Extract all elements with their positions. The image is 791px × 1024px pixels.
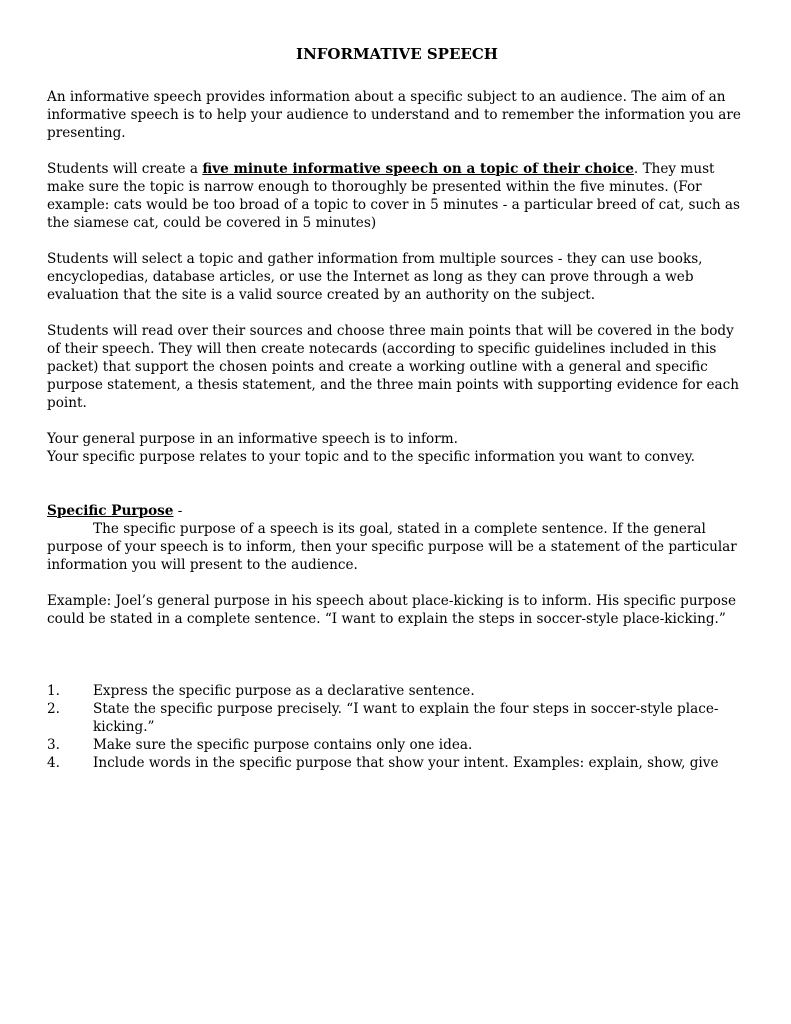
specific-purpose-line: Your specific purpose relates to your topic and to the specific information you want to convey. bbox=[47, 449, 695, 465]
list-item-number: 3. bbox=[47, 737, 60, 753]
list-item-number: 1. bbox=[47, 683, 60, 699]
list-item bbox=[47, 700, 747, 736]
definition-paragraph bbox=[47, 520, 747, 574]
page-title: INFORMATIVE SPEECH bbox=[296, 45, 498, 63]
definition-text: The specific purpose of a speech is its goal, stated in a complete sentence. If the general purpose of your speech is to inform, then your specific purpose will be a statement of the particular information you will present to the audience. bbox=[47, 521, 737, 573]
list-item bbox=[47, 682, 747, 700]
guidelines-list bbox=[47, 682, 747, 772]
list-item-text: Make sure the specific purpose contains only one idea. bbox=[93, 737, 473, 753]
specific-purpose-heading bbox=[47, 502, 747, 520]
list-item-text: Include words in the specific purpose that show your intent. Examples: explain, show, give bbox=[93, 755, 719, 771]
list-item-number: 4. bbox=[47, 755, 60, 771]
list-spacer bbox=[47, 646, 747, 682]
list-item bbox=[47, 754, 747, 772]
example-paragraph: Example: Joel’s general purpose in his speech about place-kicking is to inform. His specific purpose could be stated in a complete sentence. “I want to explain the steps in soccer-style place-kicking.” bbox=[47, 593, 737, 627]
section-spacer bbox=[47, 466, 747, 502]
general-purpose-line: Your general purpose in an informative speech is to inform. bbox=[47, 431, 458, 447]
task-highlight: five minute informative speech on a topic of their choice bbox=[202, 161, 634, 177]
intro-paragraph: An informative speech provides information about a specific subject to an audience. The aim of an informative speech is to help your audience to understand and to remember the information you are presenting. bbox=[47, 89, 741, 141]
document-page bbox=[47, 44, 747, 772]
task-suffix: . They must make sure the topic is narrow enough to thoroughly be presented within the five minutes. (For example: cats would be too broad of a topic to cover in 5 minutes - a particular breed of cat, such as the siamese cat, could be covered in 5 minutes) bbox=[47, 161, 740, 231]
list-item bbox=[47, 736, 747, 754]
task-prefix: Students will create a bbox=[47, 161, 203, 177]
list-item-text: Express the specific purpose as a declarative sentence. bbox=[93, 683, 475, 699]
sources-paragraph: Students will select a topic and gather information from multiple sources - they can use books, encyclopedias, database articles, or use the Internet as long as they can prove through a web evaluation that the site is a valid source created by an authority on the subject. bbox=[47, 251, 703, 303]
section-heading-suffix: - bbox=[173, 503, 183, 519]
list-item-number: 2. bbox=[47, 701, 60, 717]
outline-paragraph: Students will read over their sources and choose three main points that will be covered in the body of their speech. They will then create notecards (according to specific guidelines included in this packet) that support the chosen points and create a working outline with a general and specific purpose statement, a thesis statement, and the three main points with supporting evidence for each point. bbox=[47, 323, 739, 411]
list-item-text: State the specific purpose precisely. “I want to explain the four steps in soccer-style place-kicking.” bbox=[93, 701, 719, 735]
section-heading-text: Specific Purpose bbox=[47, 503, 174, 519]
task-paragraph bbox=[47, 160, 747, 232]
